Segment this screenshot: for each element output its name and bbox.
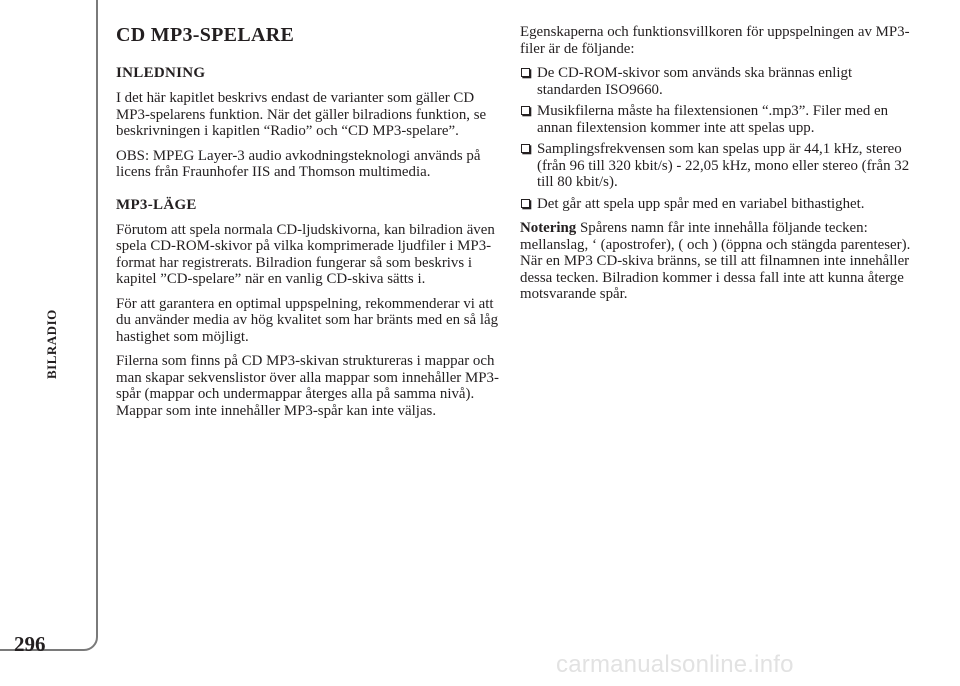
checkbox-icon xyxy=(521,144,530,153)
watermark: carmanualsonline.info xyxy=(556,651,794,678)
list-item-text: Musikfilerna måste ha filextensionen “.mp3”. Filer med en annan filextension kommer inte att spelas upp. xyxy=(537,103,889,136)
list-item xyxy=(520,65,916,98)
paragraph: Filerna som finns på CD MP3-skivan struktureras i mappar och man skapar sekvenslistor över alla mappar som innehåller MP3-spår (mappar och undermappar återges alla på samma nivå). Mappar som inte innehåller MP3-spår kan inte väljas. xyxy=(116,353,499,419)
paragraph: I det här kapitlet beskrivs endast de varianter som gäller CD MP3-spelarens funktion. När det gäller bilradions funktion, se beskrivningen i kapitlen “Radio” och “CD MP3-spelare”. xyxy=(116,90,487,139)
right-column xyxy=(520,24,916,311)
paragraph: För att garantera en optimal uppspelning, rekommenderar vi att du använder media av hög kvalitet som har bränts med en så låg hastighet som möjligt. xyxy=(116,295,499,345)
intro-paragraph: Egenskaperna och funktionsvillkoren för uppspelningen av MP3-filer är de följande: xyxy=(520,24,910,57)
chapter-label: BILRADIO xyxy=(44,309,59,379)
checkbox-icon xyxy=(521,199,530,208)
page-title: CD MP3-SPELARE xyxy=(116,24,295,46)
note-label: Notering xyxy=(520,220,577,236)
section-heading-mp3-mode: MP3-LÄGE xyxy=(116,196,197,213)
list-item xyxy=(520,103,916,136)
checkbox-icon xyxy=(521,106,530,115)
requirements-list xyxy=(520,65,916,212)
list-item xyxy=(520,196,916,213)
note-text: Spårens namn får inte innehålla följande tecken: mellanslag, ‘ (apostrofer), ( och ) (öppna och stängda parenteser). När en MP3 CD-skiva bränns, se till att filnamnen inte innehåller dessa tecken. Bilradion kommer i dessa fall inte att kunna återge motsvarande spår. xyxy=(520,220,911,302)
list-item-text: Det går att spela upp spår med en variabel bithastighet. xyxy=(537,195,865,212)
paragraph: Förutom att spela normala CD-ljudskivorna, kan bilradion även spela CD-ROM-skivor på vilka komprimerade ljudfiler i MP3-format har registrerats. Bilradion fungerar så som beskrivs i kapitel ”CD-spelare” när en vanlig CD-skiva sätts i. xyxy=(116,221,495,287)
list-item-text: De CD-ROM-skivor som används ska brännas enligt standarden ISO9660. xyxy=(537,65,853,98)
left-column xyxy=(116,24,500,427)
list-item-text: Samplingsfrekvensen som kan spelas upp är 44,1 kHz, stereo (från 96 till 320 kbit/s) - 22,05 kHz, mono eller stereo (från 32 till 80 kbit/s). xyxy=(537,141,910,190)
section-heading-intro: INLEDNING xyxy=(116,65,206,81)
page-number: 296 xyxy=(14,632,46,656)
list-item xyxy=(520,141,916,191)
paragraph: OBS: MPEG Layer-3 audio avkodningsteknologi används på licens från Fraunhofer IIS and Thomson multimedia. xyxy=(116,147,481,180)
checkbox-icon xyxy=(521,68,530,77)
note-paragraph xyxy=(520,220,916,303)
